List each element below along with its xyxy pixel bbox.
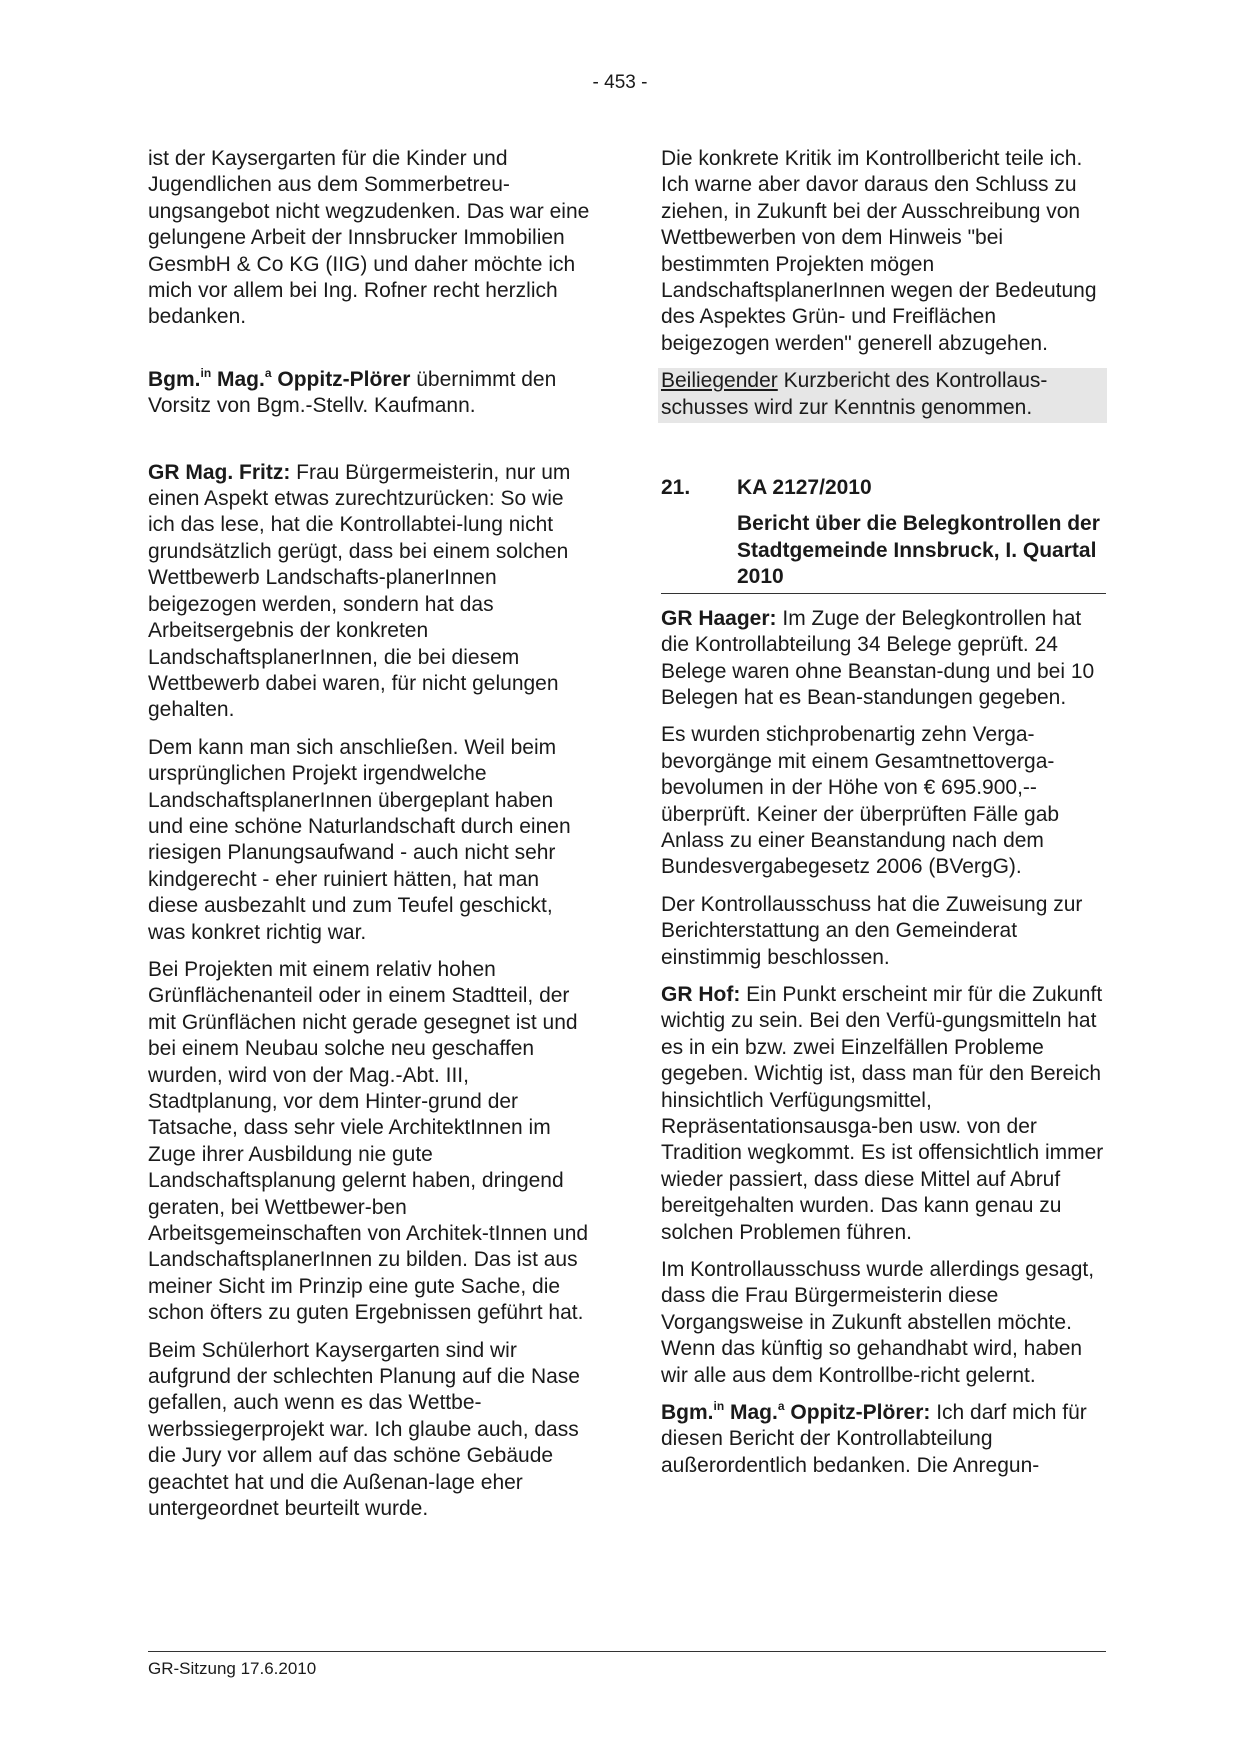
footer-session-label: GR-Sitzung 17.6.2010 (148, 1659, 317, 1678)
speaker-name: Bgm.$^{in}$ Mag.$^a$ Oppitz-Plörer (148, 365, 411, 391)
paragraph: Der Kontrollausschuss hat die Zuweisung zur Berichterstattung an den Gemeinderat einstimmig beschlossen. (661, 892, 1083, 969)
page-number: - 453 - (592, 72, 648, 93)
paragraph: Die konkrete Kritik im Kontrollbericht teile ich. Ich warne aber davor daraus den Schluss zu ziehen, in Zukunft bei der Ausschreibung von Wettbewerben von dem Hinweis "bei bestimmten Projekten mögen LandschaftsplanerInnen wegen der Bedeutung des Aspektes Grün- und Freiflächen beigezogen werden" generell abzugehen. (661, 147, 1097, 355)
speaker-name: GR Mag. Fritz: (148, 460, 291, 484)
resolution-notice: Beiliegender Kurzbericht des Kontrollaus-schusses wird zur Kenntnis genommen. (658, 368, 1107, 423)
speaker-name: GR Haager: (661, 606, 777, 630)
footer-divider (148, 1651, 1106, 1652)
paragraph: Im Kontrollausschuss wurde allerdings gesagt, dass die Frau Bürgermeisterin diese Vorgangsweise in Zukunft abstellen möchte. Wenn das künftig so gehandhabt wird, haben wir alle aus dem Kontrollbe-richt gelernt. (661, 1258, 1095, 1387)
agenda-item-title: Bericht über die Belegkontrollen der Stadtgemeinde Innsbruck, I. Quartal 2010 (737, 512, 1100, 589)
speech-fritz: GR Mag. Fritz: Frau Bürgermeisterin, nur um einen Aspekt etwas zurechtzurücken: So wie ich das lese, hat die Kontrollabtei-lung nicht grundsätzlich gerügt, dass bei einem solchen Wettbewerb Landschafts-planerInnen beigezogen werden, sondern hat das Arbeitsergebnis der konkreten LandschaftsplanerInnen, die bei diesem Wettbewerb dabei waren, für nicht gelungen gehalten. (148, 460, 571, 722)
speech-mayor: Bgm.$^{in}$ Mag.$^a$ Oppitz-Plörer: Ich darf mich für diesen Bericht der Kontrollabteilung außerordentlich bedanken. Die Anregun- (661, 1399, 1087, 1477)
agenda-item-header (661, 475, 1106, 501)
paragraph: Bei Projekten mit einem relativ hohen Grünflächenanteil oder in einem Stadtteil, der mit Grünflächen nicht gerade gesegnet ist und bei einem Neubau solche neu geschaffen wurden, wird von der Mag.-Abt. III, Stadtplanung, vor dem Hinter-grund der Tatsache, dass sehr viele ArchitektInnen im Zuge ihrer Ausbildung nie gute Landschaftsplanung gelernt haben, dringend geraten, bei Wettbewer-ben Arbeitsgemeinschaften von Architek-tInnen und LandschaftsplanerInnen zu bilden. Das ist aus meiner Sicht im Prinzip eine gute Sache, die schon öfters zu guten Ergebnissen geführt hat. (148, 957, 589, 1325)
left-column (148, 146, 593, 1534)
paragraph: ist der Kaysergarten für die Kinder und Jugendlichen aus dem Sommerbetreu-ungsangebot nicht wegzudenken. Das war eine gelungene Arbeit der Innsbrucker Immobilien GesmbH & Co KG (IIG) und daher möchte ich mich vor allem bei Ing. Rofner recht herzlich bedanken. (148, 147, 590, 329)
speaker-name: Bgm.$^{in}$ Mag.$^a$ Oppitz-Plörer: (661, 1399, 931, 1425)
speech-hof: GR Hof: Ein Punkt erscheint mir für die Zukunft wichtig zu sein. Bei den Verfü-gungsmitteln hat es in ein bzw. zwei Einzelfällen Probleme gegeben. Wichtig ist, dass man für den Bereich hinsichtlich Verfügungsmittel, Repräsentationsausga-ben usw. von der Tradition wegkommt. Es ist offensichtlich immer wieder passiert, dass diese Mittel auf Abruf bereitgehalten wurden. Das kann genau zu solchen Problemen führen. (661, 982, 1104, 1244)
speech-haager: GR Haager: Im Zuge der Belegkontrollen hat die Kontrollabteilung 34 Belege geprüft. 24 Belege waren ohne Beanstan-dung und bei 10 Belegen hat es Bean-standungen gegeben. (661, 606, 1095, 709)
right-column (661, 146, 1106, 1490)
chair-change-paragraph: Bgm.$^{in}$ Mag.$^a$ Oppitz-Plörer übernimmt den Vorsitz von Bgm.-Stellv. Kaufmann. (148, 365, 557, 418)
paragraph: Es wurden stichprobenartig zehn Verga-bevorgänge mit einem Gesamtnettoverga-bevolumen in der Höhe von € 695.900,-- überprüft. Keiner der überprüften Fälle gab Anlass zu einer Beanstandung nach dem Bundesvergabegesetz 2006 (BVergG). (661, 723, 1060, 879)
paragraph: Dem kann man sich anschließen. Weil beim ursprünglichen Projekt irgendwelche LandschaftsplanerInnen übergeplant haben und eine schöne Naturlandschaft durch einen riesigen Planungsaufwand - auch nicht sehr kindgerecht - eher ruiniert hätten, hat man diese ausbezahlt und zum Teufel geschickt, was konkret richtig war. (148, 735, 571, 944)
agenda-item-number: 21. (661, 476, 691, 500)
agenda-item-code: KA 2127/2010 (737, 476, 872, 500)
speaker-name: GR Hof: (661, 982, 741, 1006)
paragraph: Beim Schülerhort Kaysergarten sind wir aufgrund der schlechten Planung auf die Nase gefallen, auch wenn es das Wettbe-werbssiegerprojekt war. Ich glaube auch, dass die Jury vor allem auf das schöne Gebäude geachtet hat und die Außenan-lage eher untergeordnet beurteilt wurde. (148, 1338, 580, 1521)
